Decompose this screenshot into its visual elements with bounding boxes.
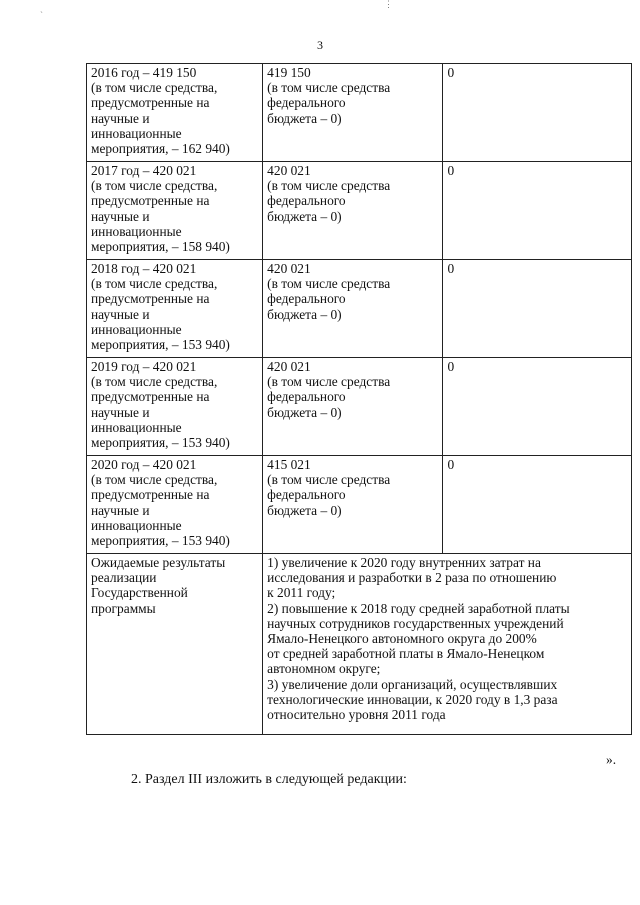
budget-cell — [263, 162, 443, 260]
cell-line: бюджета – 0) — [267, 404, 342, 420]
cell-line: 1) увеличение к 2020 году внутренних затрат на — [267, 555, 541, 570]
year-total-cell — [87, 358, 263, 456]
cell-line: научных сотрудников государственных учреждений — [267, 615, 564, 631]
table-row — [87, 162, 632, 260]
cell-line: научные и — [91, 208, 150, 224]
cell-line: (в том числе средства, — [91, 374, 218, 390]
cell-line: технологические инновации, к 2020 году в 1,3 раза — [267, 691, 558, 707]
binding-mark: ⋮ — [384, 0, 393, 9]
page-number: 3 — [317, 38, 323, 52]
cell-line: реализации — [91, 570, 157, 586]
cell-line: научные и — [91, 306, 150, 322]
closing-quote: ». — [606, 752, 617, 767]
cell-line: 0 — [447, 457, 455, 472]
cell-line: научные и — [91, 404, 150, 420]
other-funds-cell — [443, 358, 632, 456]
cell-line: 3) увеличение доли организаций, осуществлявших — [267, 676, 558, 692]
cell-line: 2017 год – 420 021 — [91, 163, 197, 178]
funding-table — [86, 63, 632, 735]
cell-line: научные и — [91, 502, 150, 518]
budget-cell — [263, 358, 443, 456]
cell-line: инновационные — [91, 517, 182, 533]
table-row — [87, 456, 632, 554]
cell-line: (в том числе средства, — [91, 276, 218, 292]
cell-line: федерального — [267, 193, 346, 209]
cell-line: предусмотренные на — [91, 95, 210, 111]
year-total-cell — [87, 162, 263, 260]
cell-line: мероприятия, – 162 940) — [91, 141, 230, 157]
cell-line: бюджета – 0) — [267, 208, 342, 224]
table-row — [87, 260, 632, 358]
cell-line: мероприятия, – 158 940) — [91, 239, 230, 255]
results-label-cell — [87, 554, 263, 735]
cell-line: 2018 год – 420 021 — [91, 261, 197, 276]
other-funds-cell — [443, 162, 632, 260]
table-row — [87, 64, 632, 162]
other-funds-cell — [443, 64, 632, 162]
cell-line: 420 021 — [267, 163, 311, 178]
cell-line: бюджета – 0) — [267, 502, 342, 518]
cell-line: инновационные — [91, 223, 182, 239]
cell-line: 420 021 — [267, 359, 311, 374]
cell-line: (в том числе средства — [267, 178, 391, 194]
year-total-cell — [87, 64, 263, 162]
cell-line: относительно уровня 2011 года — [267, 707, 446, 723]
table-row — [87, 358, 632, 456]
cell-line: 0 — [447, 163, 455, 178]
cell-line: Государственной — [91, 585, 188, 601]
cell-line: 2019 год – 420 021 — [91, 359, 197, 374]
cell-line: федерального — [267, 487, 346, 503]
cell-line: 420 021 — [267, 261, 311, 276]
budget-cell — [263, 456, 443, 554]
cell-line: (в том числе средства, — [91, 472, 218, 488]
scan-mark: ` — [40, 10, 43, 20]
other-funds-cell — [443, 456, 632, 554]
cell-line: 2016 год – 419 150 — [91, 65, 197, 80]
budget-cell — [263, 64, 443, 162]
section-paragraph: 2. Раздел III изложить в следующей редакции: — [131, 772, 407, 787]
cell-line: программы — [91, 600, 156, 616]
cell-line: предусмотренные на — [91, 389, 210, 405]
cell-line: 2) повышение к 2018 году средней заработной платы — [267, 600, 570, 616]
cell-line: автономном округе; — [267, 661, 381, 677]
cell-line: научные и — [91, 110, 150, 126]
cell-line: (в том числе средства — [267, 80, 391, 96]
cell-line: инновационные — [91, 125, 182, 141]
cell-line: федерального — [267, 389, 346, 405]
cell-line: 0 — [447, 261, 455, 276]
cell-line: 419 150 — [267, 65, 311, 80]
cell-line: предусмотренные на — [91, 487, 210, 503]
cell-line: федерального — [267, 95, 346, 111]
cell-line: 415 021 — [267, 457, 311, 472]
cell-line: бюджета – 0) — [267, 306, 342, 322]
cell-line: мероприятия, – 153 940) — [91, 435, 230, 451]
cell-line: инновационные — [91, 321, 182, 337]
other-funds-cell — [443, 260, 632, 358]
year-total-cell — [87, 260, 263, 358]
budget-cell — [263, 260, 443, 358]
cell-line: 2020 год – 420 021 — [91, 457, 197, 472]
cell-line: (в том числе средства, — [91, 178, 218, 194]
cell-line: инновационные — [91, 419, 182, 435]
cell-line: (в том числе средства — [267, 276, 391, 292]
cell-line: предусмотренные на — [91, 193, 210, 209]
cell-line: 0 — [447, 65, 455, 80]
cell-line: (в том числе средства — [267, 374, 391, 390]
cell-line: мероприятия, – 153 940) — [91, 533, 230, 549]
cell-line: федерального — [267, 291, 346, 307]
results-row — [87, 554, 632, 735]
cell-line: (в том числе средства — [267, 472, 391, 488]
cell-line: Ожидаемые результаты — [91, 555, 226, 570]
cell-line: исследования и разработки в 2 раза по отношению — [267, 570, 557, 586]
cell-line: 0 — [447, 359, 455, 374]
cell-line: к 2011 году; — [267, 585, 336, 601]
cell-line: мероприятия, – 153 940) — [91, 337, 230, 353]
cell-line: предусмотренные на — [91, 291, 210, 307]
cell-line: от средней заработной платы в Ямало-Ненецком — [267, 646, 545, 662]
cell-line: бюджета – 0) — [267, 110, 342, 126]
cell-line: Ямало-Ненецкого автономного округа до 200% — [267, 631, 537, 647]
cell-line: (в том числе средства, — [91, 80, 218, 96]
results-text-cell — [263, 554, 632, 735]
year-total-cell — [87, 456, 263, 554]
